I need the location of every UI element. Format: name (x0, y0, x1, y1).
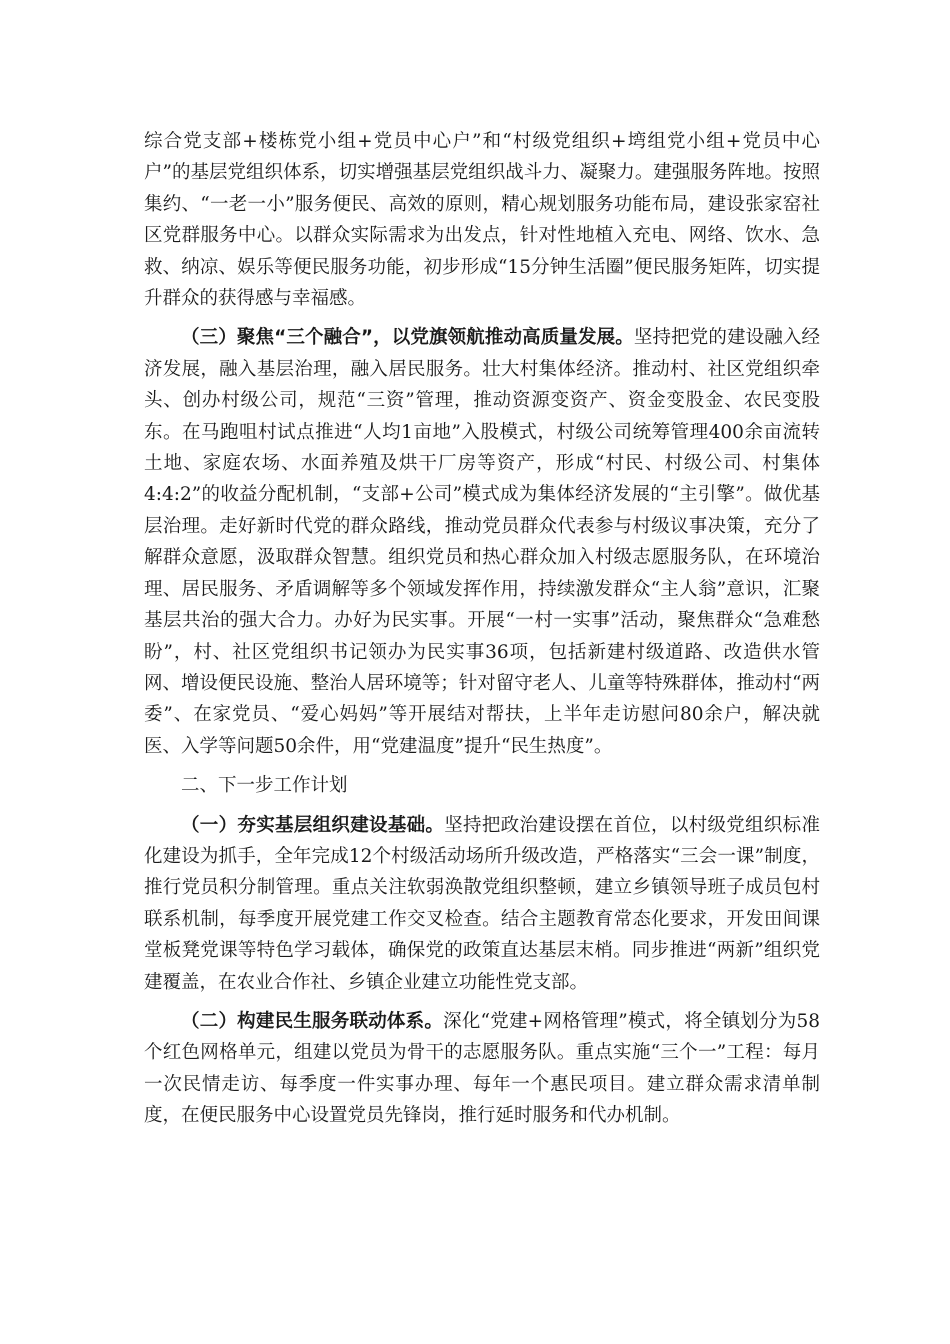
paragraph-4 (144, 1006, 820, 1132)
paragraph-4-lead: （二）构建民生服务联动体系。 (181, 1010, 444, 1032)
paragraph-3 (144, 810, 820, 998)
paragraph-3-text: 坚持把政治建设摆在首位，以村级党组织标准化建设为抓手，全年完成12个村级活动场所升级改造，严格落实“三会一课”制度，推行党员积分制管理。重点关注软弱涣散党组织整顿，建立乡镇领导班子成员包村联系机制，每季度开展党建工作交叉检查。结合主题教育常态化要求，开发田间课堂板凳党课等特色学习载体，确保党的政策直达基层末梢。同步推进“两新”组织党建覆盖，在农业合作社、乡镇企业建立功能性党支部。 (144, 814, 820, 993)
paragraph-gap (144, 762, 820, 770)
paragraph-2-text: 坚持把党的建设融入经济发展，融入基层治理，融入居民服务。壮大村集体经济。推动村、社区党组织牵头、创办村级公司，规范“三资”管理，推动资源变资产、资金变股金、农民变股东。在马跑咀村试点推进“人均1亩地”入股模式，村级公司统筹管理400余亩流转土地、家庭农场、水面养殖及烘干厂房等资产，形成“村民、村级公司、村集体4:4:2”的收益分配机制，“支部+公司”模式成为集体经济发展的“主引擎”。做优基层治理。走好新时代党的群众路线，推动党员群众代表参与村级议事决策，充分了解群众意愿，汲取群众智慧。组织党员和热心群众加入村级志愿服务队，在环境治理、居民服务、矛盾调解等多个领域发挥作用，持续激发群众“主人翁”意识，汇聚基层共治的强大合力。办好为民实事。开展“一村一实事”活动，聚焦群众“急难愁盼”，村、社区党组织书记领办为民实事36项，包括新建村级道路、改造供水管网、增设便民设施、整治人居环境等；针对留守老人、儿童等特殊群体，推动村“两委”、在家党员、“爱心妈妈”等开展结对帮扶，上半年走访慰问80余户，解决就医、入学等问题50余件，用“党建温度”提升“民生热度”。 (144, 327, 820, 757)
paragraph-gap (144, 998, 820, 1006)
paragraph-2-lead: （三）聚焦“三个融合”，以党旗领航推动高质量发展。 (181, 327, 634, 349)
paragraph-gap (144, 314, 820, 322)
paragraph-1-text: 综合党支部+楼栋党小组+党员中心户”和“村级党组织+塆组党小组+党员中心户”的基层党组织体系，切实增强基层党组织战斗力、凝聚力。建强服务阵地。按照集约、“一老一小”服务便民、高效的原则，精心规划服务功能布局，建设张家窑社区党群服务中心。以群众实际需求为出发点，针对性地植入充电、网络、饮水、急救、纳凉、娱乐等便民服务功能，初步形成“15分钟生活圈”便民服务矩阵，切实提升群众的获得感与幸福感。 (144, 131, 820, 310)
paragraph-1 (144, 126, 820, 314)
paragraph-3-lead: （一）夯实基层组织建设基础。 (181, 814, 445, 836)
paragraph-2 (144, 322, 820, 762)
document-body (144, 126, 820, 1132)
section-heading: 二、下一步工作计划 (181, 775, 348, 797)
paragraph-4-text: 深化“党建+网格管理”模式，将全镇划分为58个红色网格单元，组建以党员为骨干的志愿服务队。重点实施“三个一”工程：每月一次民情走访、每季度一件实事办理、每年一个惠民项目。建立群众需求清单制度，在便民服务中心设置党员先锋岗，推行延时服务和代办机制。 (144, 1010, 820, 1127)
paragraph-gap (144, 802, 820, 810)
